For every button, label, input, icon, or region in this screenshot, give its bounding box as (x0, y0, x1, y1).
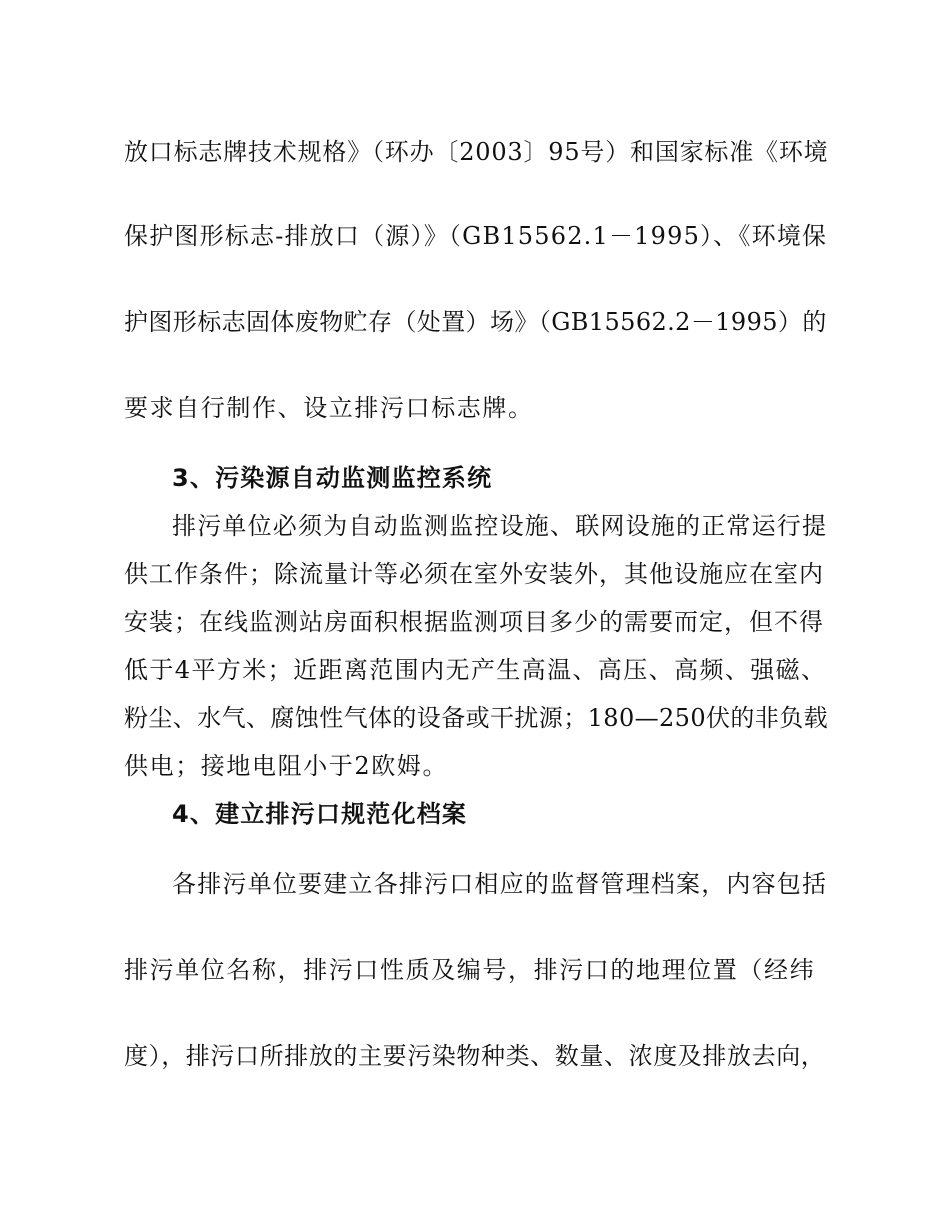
paragraph-line: 供工作条件；除流量计等必须在室外安装外，其他设施应在室内 (124, 560, 824, 588)
section-heading-3: 3、污染源自动监测监控系统 (172, 464, 493, 492)
paragraph-line: 安装；在线监测站房面积根据监测项目多少的需要而定，但不得 (124, 608, 824, 636)
paragraph-line: 保护图形标志-排放口（源）》（GB15562.1－1995）、《环境保 (124, 222, 828, 250)
paragraph-line: 要求自行制作、设立排污口标志牌。 (124, 394, 534, 422)
paragraph-line: 粉尘、水气、腐蚀性气体的设备或干扰源；180—250伏的非负载 (124, 704, 829, 732)
paragraph-line: 排污单位名称，排污口性质及编号，排污口的地理位置（经纬 (124, 956, 816, 984)
paragraph-line: 放口标志牌技术规格》（环办〔2003〕95号）和国家标准《环境 (124, 138, 829, 166)
paragraph-line: 各排污单位要建立各排污口相应的监督管理档案，内容包括 (172, 870, 828, 898)
paragraph-line: 供电；接地电阻小于2欧姆。 (124, 752, 449, 780)
section-heading-4: 4、建立排污口规范化档案 (172, 800, 468, 828)
paragraph-line: 低于4平方米；近距离范围内无产生高温、高压、高频、强磁、 (124, 656, 827, 684)
paragraph-line: 排污单位必须为自动监测监控设施、联网设施的正常运行提 (172, 512, 828, 540)
paragraph-line: 护图形标志固体废物贮存（处置）场》（GB15562.2－1995）的 (124, 308, 827, 336)
paragraph-line: 度），排污口所排放的主要污染物种类、数量、浓度及排放去向， (124, 1042, 826, 1070)
